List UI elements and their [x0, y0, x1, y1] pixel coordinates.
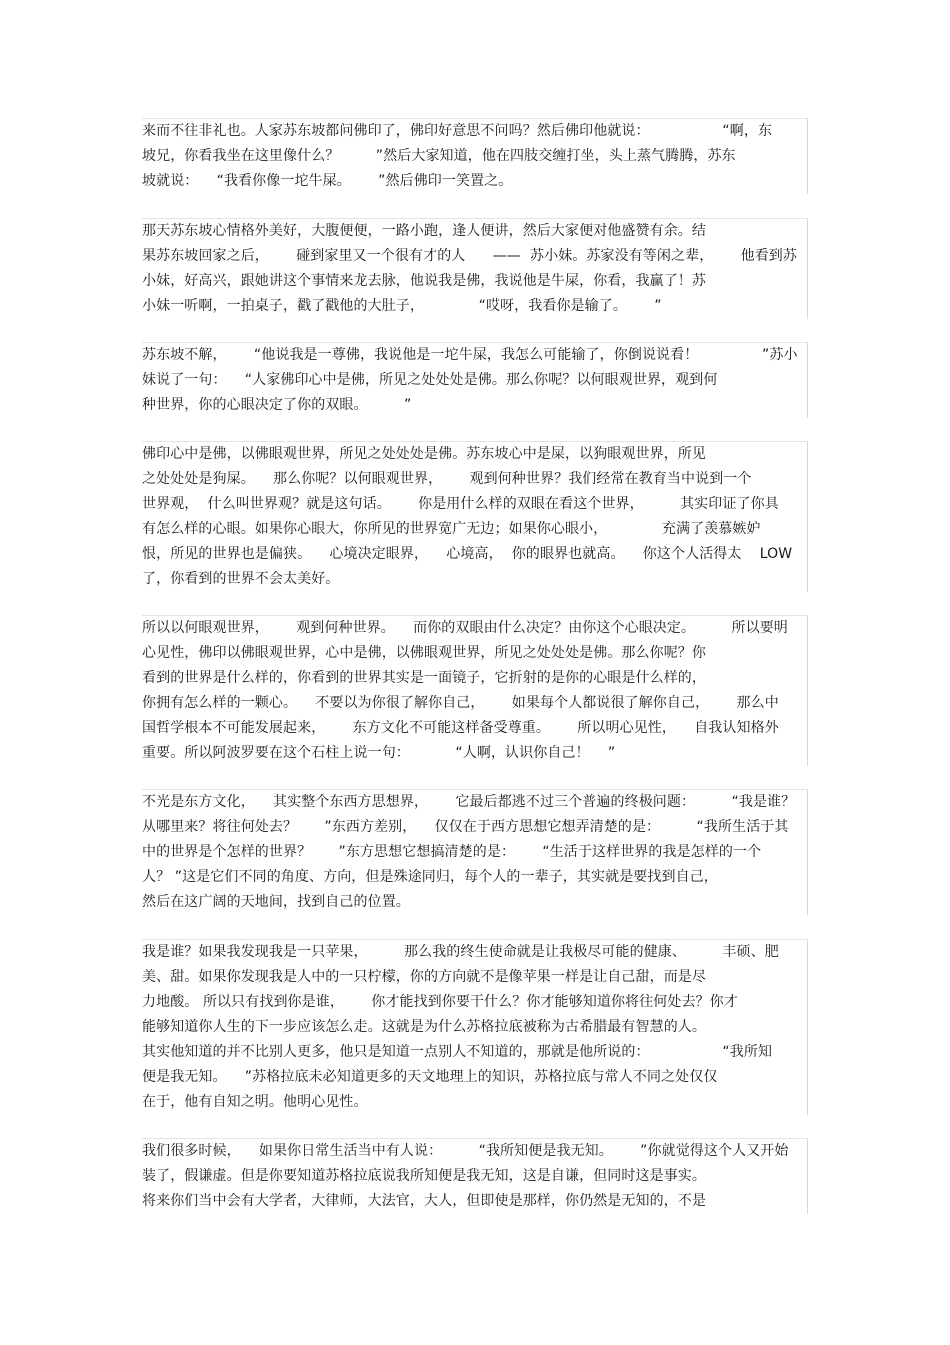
text-line: 之处处处是狗屎。 那么你呢？以何眼观世界， 观到何种世界？我们经常在教育当中说到一个 — [142, 471, 752, 487]
text-line: 美、甜。如果你发现我是人中的一只柠檬，你的方向就不是像苹果一样是让自己甜，而是尽 — [142, 969, 706, 985]
text-line: 从哪里来？将往何处去？ ”东西方差别， 仅仅在于西方思想它想弄清楚的是： “我所生活于其 — [142, 819, 789, 835]
paragraph — [142, 615, 808, 766]
text-line: 坡兄，你看我坐在这里像什么？ ”然后大家知道，他在四肢交缠打坐，头上蒸气腾腾，苏东 — [142, 148, 736, 164]
text-line: 在于，他有自知之明。他明心见性。 — [142, 1094, 368, 1110]
text-line: 种世界，你的心眼决定了你的双眼。 ” — [142, 397, 412, 413]
text-line: 然后在这广阔的天地间，找到自己的位置。 — [142, 894, 410, 910]
text-line: 那天苏东坡心情格外美好，大腹便便，一路小跑，逢人便讲，然后大家便对他盛赞有余。结 — [142, 223, 706, 239]
paragraph — [142, 218, 808, 319]
text-line: 人？ ”这是它们不同的角度、方向，但是殊途同归，每个人的一辈子，其实就是要找到自己， — [142, 869, 718, 885]
text-line: 妹说了一句： “人家佛印心中是佛，所见之处处处是佛。那么你呢？以何眼观世界，观到何 — [142, 372, 718, 388]
text-line: 苏东坡不解， “他说我是一尊佛，我说他是一坨牛屎，我怎么可能输了，你倒说说看！ ”苏小 — [142, 347, 798, 363]
paragraph — [142, 789, 808, 915]
text-line: 你拥有怎么样的一颗心。 不要以为你很了解你自己， 如果每个人都说很了解你自己， 那么中 — [142, 695, 779, 711]
text-line: 坡就说： “我看你像一坨牛屎。 ”然后佛印一笑置之。 — [142, 173, 513, 189]
text-line: 有怎么样的心眼。如果你心眼大，你所见的世界宽广无边；如果你心眼小， 充满了羡慕嫉妒 — [142, 521, 761, 537]
text-line: 能够知道你人生的下一步应该怎么走。这就是为什么苏格拉底被称为古希腊最有智慧的人。 — [142, 1019, 706, 1035]
paragraph — [142, 342, 808, 418]
text-line: 我是谁？如果我发现我是一只苹果， 那么我的终生使命就是让我极尽可能的健康、 丰硕、肥 — [142, 944, 779, 960]
text-line: 所以以何眼观世界， 观到何种世界。 而你的双眼由什么决定？由你这个心眼决定。 所以要明 — [142, 620, 788, 636]
text-line: 来而不往非礼也。人家苏东坡都问佛印了，佛印好意思不问吗？然后佛印他就说： “啊，东 — [142, 123, 773, 139]
text-line: 便是我无知。 ”苏格拉底未必知道更多的天文地理上的知识，苏格拉底与常人不同之处仅仅 — [142, 1069, 718, 1085]
text-line: 小妹，好高兴，跟她讲这个事情来龙去脉，他说我是佛，我说他是牛屎，你看，我赢了！苏 — [142, 273, 706, 289]
text-line: 果苏东坡回家之后， 碰到家里又一个很有才的人 —— 苏小妹。苏家没有等闲之辈， 他看到苏 — [142, 248, 798, 264]
text-line: 世界观， 什么叫世界观？就是这句话。 你是用什么样的双眼在看这个世界， 其实印证了你具 — [142, 496, 779, 512]
text-line: 恨，所见的世界也是偏狭。 心境决定眼界， 心境高， 你的眼界也就高。 你这个人活得太 LOW — [142, 546, 793, 562]
text-line: 力地酸。 所以只有找到你是谁， 你才能找到你要干什么？你才能够知道你将往何处去？你才 — [142, 994, 738, 1010]
text-line: 将来你们当中会有大学者，大律师，大法官，大人，但即使是那样，你仍然是无知的，不是 — [142, 1193, 706, 1209]
text-line: 小妹一听啊，一拍桌子，戳了戳他的大肚子， “哎呀，我看你是输了。 ” — [142, 298, 662, 314]
text-line: 其实他知道的并不比别人更多，他只是知道一点别人不知道的，那就是他所说的： “我所知 — [142, 1044, 773, 1060]
paragraph — [142, 441, 808, 592]
text-line: 了，你看到的世界不会太美好。 — [142, 571, 340, 587]
paragraph — [142, 118, 808, 194]
text-line: 装了，假谦虚。但是你要知道苏格拉底说我所知便是我无知，这是自谦，但同时这是事实。 — [142, 1168, 706, 1184]
text-line: 看到的世界是什么样的，你看到的世界其实是一面镜子，它折射的是你的心眼是什么样的， — [142, 670, 706, 686]
paragraph — [142, 939, 808, 1115]
text-line: 重要。所以阿波罗要在这个石柱上说一句： “人啊，认识你自己！ ” — [142, 745, 616, 761]
text-line: 不光是东方文化， 其实整个东西方思想界， 它最后都逃不过三个普遍的终极问题： “我是谁？ — [142, 794, 796, 810]
text-line: 佛印心中是佛，以佛眼观世界，所见之处处处是佛。苏东坡心中是屎，以狗眼观世界，所见 — [142, 446, 706, 462]
text-line: 中的世界是个怎样的世界？ ”东方思想它想搞清楚的是： “生活于这样世界的我是怎样的一个 — [142, 844, 762, 860]
paragraph — [142, 1138, 808, 1214]
text-line: 国哲学根本不可能发展起来， 东方文化不可能这样备受尊重。 所以明心见性， 自我认知格外 — [142, 720, 779, 736]
text-line: 我们很多时候， 如果你日常生活当中有人说： “我所知便是我无知。 ”你就觉得这个人又开始 — [142, 1143, 789, 1159]
text-line: 心见性，佛印以佛眼观世界，心中是佛，以佛眼观世界，所见之处处处是佛。那么你呢？你 — [142, 645, 706, 661]
